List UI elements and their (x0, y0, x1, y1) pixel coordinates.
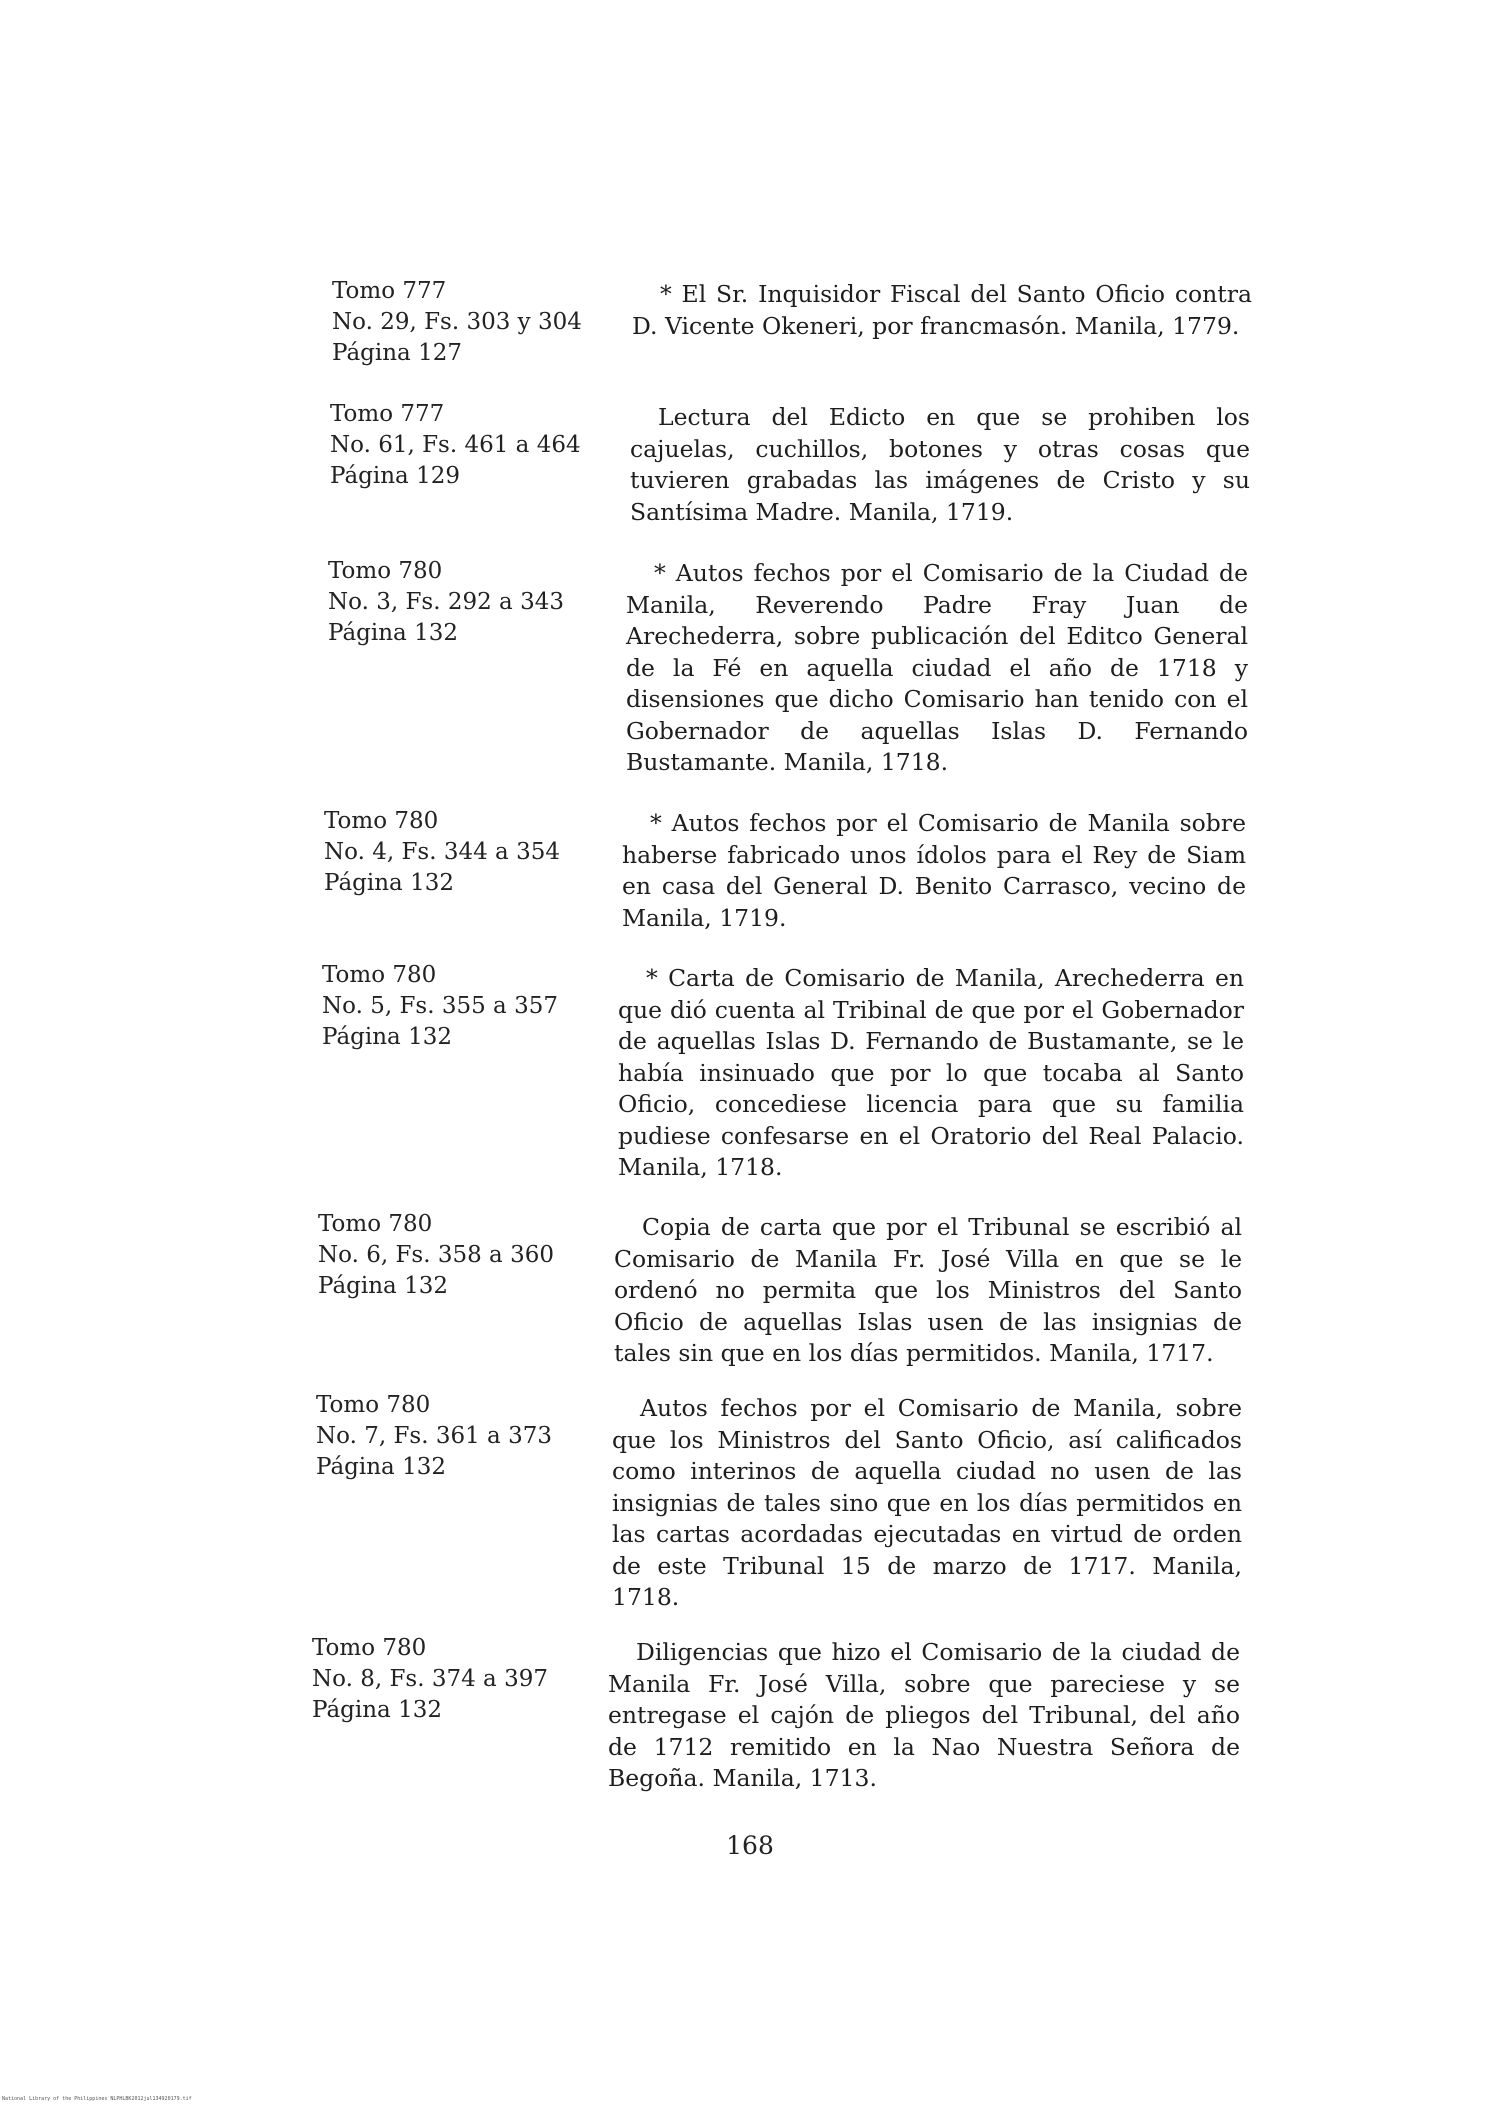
pagina-label: Página 132 (312, 1697, 442, 1723)
page-number: 168 (726, 1831, 774, 1860)
tomo-label: Tomo 780 (328, 558, 443, 584)
pagina-label: Página 129 (330, 463, 460, 489)
entry-reference (324, 806, 560, 899)
folio-label: No. 4, Fs. 344 a 354 (324, 839, 560, 865)
folio-label: No. 6, Fs. 358 a 360 (318, 1242, 554, 1268)
tomo-label: Tomo 777 (330, 401, 445, 427)
entry-description: * Carta de Comisario de Manila, Arechederra en que dió cuenta al Tribinal de que por el Gobernador de aquellas Islas D. Fernando de Bustamante, se le había insinuado que por lo que tocaba al Santo Oficio, concediese licencia para que su familia pudiese confesarse en el Oratorio del Real Palacio. Manila, 1718. (618, 964, 1244, 1181)
pagina-label: Página 132 (328, 620, 458, 646)
tomo-label: Tomo 780 (324, 808, 439, 834)
tomo-label: Tomo 780 (322, 962, 437, 988)
entry-reference (312, 1633, 548, 1726)
entry-reference (318, 1209, 554, 1302)
pagina-label: Página 132 (322, 1024, 452, 1050)
folio-label: No. 61, Fs. 461 a 464 (330, 432, 581, 458)
entry-reference (332, 276, 582, 369)
entry-reference (328, 556, 564, 649)
entry-reference (330, 399, 581, 492)
folio-label: No. 7, Fs. 361 a 373 (316, 1423, 552, 1449)
scan-footer: National Library of the Philippines NLPHLBK2012jul134920179.tif (2, 2096, 192, 2102)
entry-description: Autos fechos por el Comisario de Manila, sobre que los Ministros del Santo Oficio, así calificados como interinos de aquella ciudad no usen de las insignias de tales sino que en los días permitidos en las cartas acordadas ejecutadas en virtud de orden de este Tribunal 15 de marzo de 1717. Manila, 1718. (612, 1394, 1242, 1611)
entry-description: Diligencias que hizo el Comisario de la ciudad de Manila Fr. José Villa, sobre que pareciese y se entregase el cajón de pliegos del Tribunal, del año de 1712 remitido en la Nao Nuestra Señora de Begoña. Manila, 1713. (608, 1638, 1240, 1792)
pagina-label: Página 127 (332, 340, 462, 366)
pagina-label: Página 132 (318, 1273, 448, 1299)
entry-description: Copia de carta que por el Tribunal se escribió al Comisario de Manila Fr. José Villa en que se le ordenó no permita que los Ministros del Santo Oficio de aquellas Islas usen de las insignias de tales sin que en los días permitidos. Manila, 1717. (614, 1213, 1242, 1367)
entry-reference (322, 960, 558, 1053)
pagina-label: Página 132 (324, 870, 454, 896)
pagina-label: Página 132 (316, 1454, 446, 1480)
entry-description: * El Sr. Inquisidor Fiscal del Santo Oficio contra D. Vicente Okeneri, por francmasón. Manila, 1779. (632, 280, 1252, 340)
tomo-label: Tomo 780 (318, 1211, 433, 1237)
entry-reference (316, 1390, 552, 1483)
tomo-label: Tomo 780 (312, 1635, 427, 1661)
folio-label: No. 8, Fs. 374 a 397 (312, 1666, 548, 1692)
entry-description: * Autos fechos por el Comisario de Manila sobre haberse fabricado unos ídolos para el Rey de Siam en casa del General D. Benito Carrasco, vecino de Manila, 1719. (622, 809, 1246, 932)
entry-description: * Autos fechos por el Comisario de la Ciudad de Manila, Reverendo Padre Fray Juan de Arechederra, sobre publicación del Editco General de la Fé en aquella ciudad el año de 1718 y disensiones que dicho Comisario han tenido con el Gobernador de aquellas Islas D. Fernando Bustamante. Manila, 1718. (626, 559, 1248, 776)
folio-label: No. 3, Fs. 292 a 343 (328, 589, 564, 615)
folio-label: No. 29, Fs. 303 y 304 (332, 309, 582, 335)
folio-label: No. 5, Fs. 355 a 357 (322, 993, 558, 1019)
entry-description: Lectura del Edicto en que se prohiben los cajuelas, cuchillos, botones y otras cosas que tuvieren grabadas las imágenes de Cristo y su Santísima Madre. Manila, 1719. (630, 403, 1250, 526)
tomo-label: Tomo 780 (316, 1392, 431, 1418)
tomo-label: Tomo 777 (332, 278, 447, 304)
